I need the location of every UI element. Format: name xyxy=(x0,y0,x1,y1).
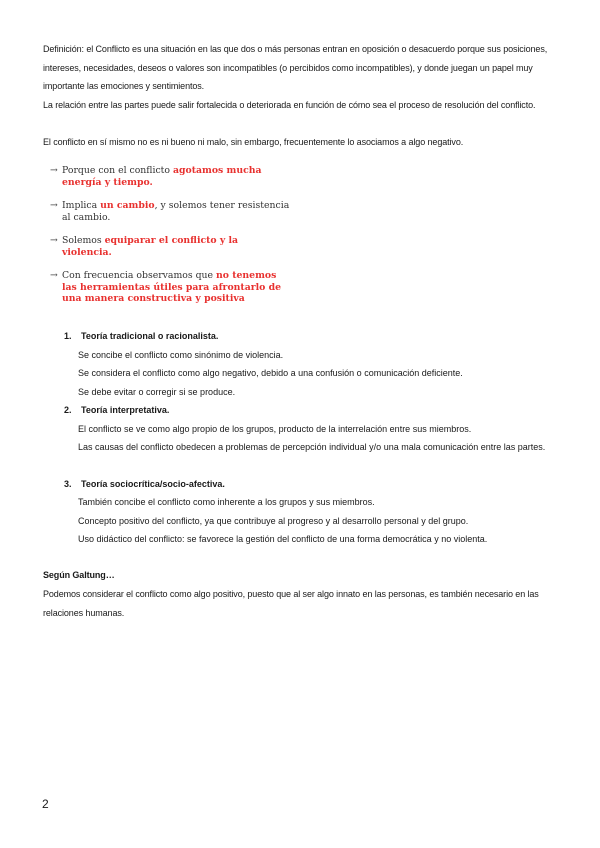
arrow-right-icon: → xyxy=(50,200,58,211)
galtung-heading: Según Galtung… xyxy=(43,570,115,580)
definition-text: el Conflicto es una situación en las que dos o más personas entran en oposición o desacuerdo porque sus posiciones, intereses, necesidades, deseos o valores son incompatibles (o percibidos como incompatibles), y donde juegan un papel muy importante las emociones y sentimientos. xyxy=(43,44,548,91)
bullet-highlight: agotamos mucha energía y tiempo. xyxy=(62,165,262,188)
definition-label: Definición: xyxy=(43,44,84,54)
arrow-right-icon: → xyxy=(50,235,58,246)
theory-line: Se considera el conflicto como algo negativo, debido a una confusión o comunicación deficiente. xyxy=(78,368,463,378)
theory-title: 1. Teoría tradicional o racionalista. xyxy=(64,331,219,341)
bullet-item xyxy=(50,200,290,223)
theory-title: 2. Teoría interpretativa. xyxy=(64,405,170,415)
bullet-highlight: equiparar el conflicto y la violencia. xyxy=(62,235,239,258)
theory-item xyxy=(64,475,574,549)
theory-line: Uso didáctico del conflicto: se favorece la gestión del conflicto de una forma democrática y no violenta. xyxy=(78,534,488,544)
arrow-right-icon: → xyxy=(50,165,58,176)
bullet-list xyxy=(50,165,290,317)
theory-line: Se debe evitar o corregir si se produce. xyxy=(78,386,236,397)
theory-line: Las causas del conflicto obedecen a problemas de percepción individual y/o una mala comunicación entre las partes. xyxy=(78,442,546,452)
theory-line: Concepto positivo del conflicto, ya que contribuye al progreso y al desarrollo personal y del grupo. xyxy=(78,515,469,526)
bullet-highlight: no tenemos las herramientas útiles para afrontarlo de una manera constructiva y positiva xyxy=(62,270,282,304)
arrow-right-icon: → xyxy=(50,270,58,281)
bullet-item xyxy=(50,235,290,258)
bullet-highlight: un cambio xyxy=(100,200,155,211)
galtung-paragraph: Podemos considerar el conflicto como algo positivo, puesto que al ser algo innato en las personas, es también necesario en las relaciones humanas. xyxy=(43,589,539,618)
theory-item xyxy=(64,327,574,401)
page-number: 2 xyxy=(42,797,49,811)
theory-item xyxy=(64,401,574,457)
theory-line: También concibe el conflicto como inherente a los grupos y sus miembros. xyxy=(78,497,375,507)
definition-paragraph xyxy=(43,40,563,96)
bullet-text: Con frecuencia observamos que xyxy=(62,270,216,281)
bullet-text: Solemos xyxy=(62,235,105,246)
theory-line: El conflicto se ve como algo propio de los grupos, producto de la interrelación entre sus miembros. xyxy=(78,423,472,434)
relation-paragraph: La relación entre las partes puede salir fortalecida o deteriorada en función de cómo sea el proceso de resolución del conflicto. xyxy=(43,100,536,110)
bullet-item xyxy=(50,165,290,188)
bullet-text: Implica xyxy=(62,200,101,211)
theories-list xyxy=(64,327,574,549)
bullet-text: , y solemos tener resistencia al cambio. xyxy=(62,200,290,223)
neutral-paragraph: El conflicto en sí mismo no es ni bueno ni malo, sin embargo, frecuentemente lo asociamos a algo negativo. xyxy=(43,137,464,147)
bullet-text: Porque con el conflicto xyxy=(62,165,173,176)
bullet-item xyxy=(50,270,290,305)
theory-line: Se concibe el conflicto como sinónimo de violencia. xyxy=(78,349,284,360)
theory-title: 3. Teoría sociocrítica/socio-afectiva. xyxy=(64,478,225,489)
